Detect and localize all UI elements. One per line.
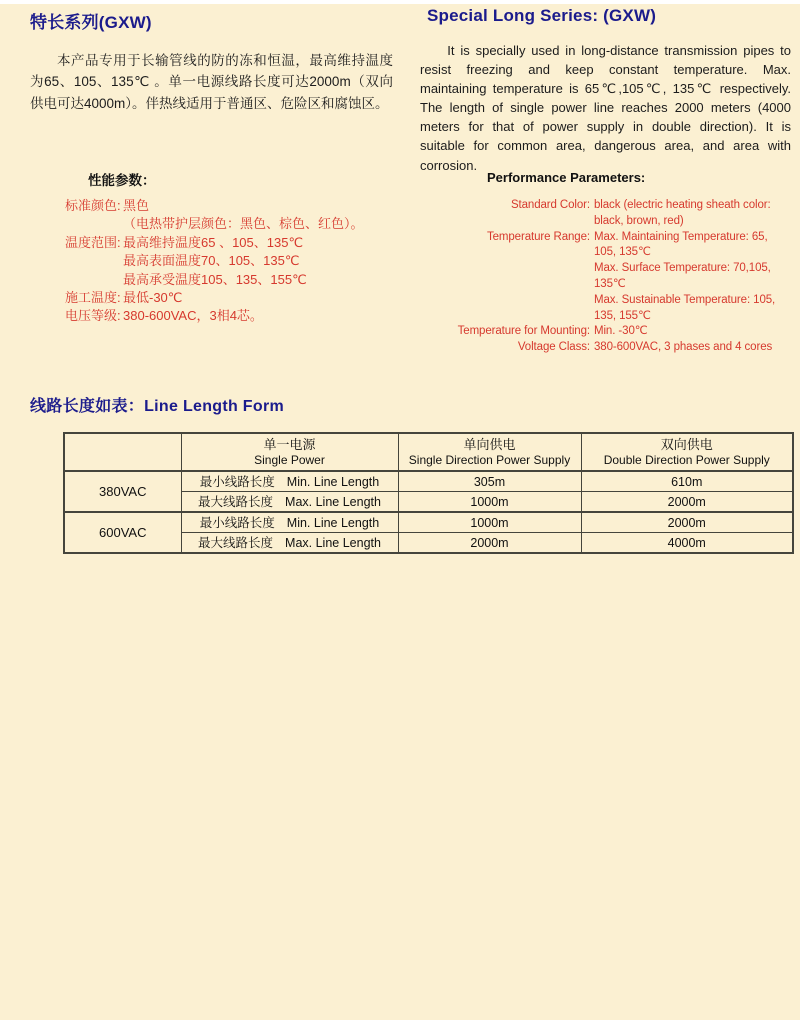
param-label: Standard Color: xyxy=(510,199,590,211)
row-label-cell xyxy=(181,533,398,554)
param-value-line: black, brown, red) xyxy=(594,214,684,227)
row-label-en: Min. Line Length xyxy=(286,516,380,530)
single-direction-value: 1000m xyxy=(398,492,581,513)
param-row xyxy=(65,289,405,307)
intro-paragraph-en: It is specially used in long-distance transmission pipes to resist freezing and keep constant temperature. Max. maintaining temperature is 65℃,105℃, 135℃ respectively. The length of single power line reaches 2000 meters (4000 meters for that of power supply in double direction). It is suitable for common area, dangerous area, and area with corrosion. xyxy=(420,43,791,173)
params-title-zh: 性能参数： xyxy=(88,173,156,188)
param-value-line: 135℃ xyxy=(594,277,626,290)
param-label: 标准颜色: xyxy=(65,198,121,213)
row-label-en: Max. Line Length xyxy=(285,536,381,550)
header-cell-single-direction xyxy=(398,433,581,471)
param-value-line: Max. Maintaining Temperature: 65, xyxy=(594,230,768,243)
header-cell-double-direction xyxy=(581,433,793,471)
params-title-en: Performance Parameters: xyxy=(487,170,646,185)
param-row xyxy=(65,197,405,234)
line-length-table xyxy=(63,432,794,554)
row-label-cell xyxy=(181,492,398,513)
params-list-zh xyxy=(65,197,405,326)
param-value-line: （电热带护层颜色：黑色、棕色、红色）。 xyxy=(123,216,364,232)
param-label: Temperature Range: xyxy=(486,230,590,243)
param-value-line: Min. -30℃ xyxy=(594,325,648,338)
header-zh: 单一电源 xyxy=(263,437,316,452)
param-value-line: 最高承受温度105、135、155℃ xyxy=(123,271,307,287)
double-direction-value: 2000m xyxy=(581,492,793,513)
single-direction-value: 305m xyxy=(398,471,581,492)
header-zh: 单向供电 xyxy=(463,437,516,452)
param-value-line: 最高表面温度70、105、135℃ xyxy=(123,253,300,269)
param-value-line: 135, 155℃ xyxy=(594,309,651,322)
section-title-en: Line Length Form xyxy=(144,398,285,415)
voltage-cell-380vac: 380VAC xyxy=(64,471,181,512)
header-en: Single Direction Power Supply xyxy=(408,453,571,467)
double-direction-value: 610m xyxy=(581,471,793,492)
row-label-en: Max. Line Length xyxy=(285,495,381,509)
double-direction-value: 4000m xyxy=(581,533,793,554)
table-row xyxy=(64,512,793,533)
header-en: Double Direction Power Supply xyxy=(603,453,770,467)
page-top-margin xyxy=(0,0,800,4)
param-value-line: 105, 135℃ xyxy=(594,246,651,259)
param-row xyxy=(420,230,792,325)
param-label: 施工温度: xyxy=(65,290,121,306)
param-value-line: 最低-30℃ xyxy=(123,290,183,306)
param-value-line: 380-600VAC，3相4芯。 xyxy=(123,308,263,324)
param-row xyxy=(65,307,405,325)
param-label: Temperature for Mounting: xyxy=(457,325,590,338)
row-label-en: Min. Line Length xyxy=(286,475,380,489)
header-cell-empty xyxy=(64,433,181,471)
param-value-line: 黑色 xyxy=(123,198,150,213)
params-list-en xyxy=(420,198,792,356)
series-title-en: Special Long Series: (GXW) xyxy=(427,6,657,25)
param-value-line: Max. Sustainable Temperature: 105, xyxy=(594,293,776,306)
row-label-zh: 最大线路长度 xyxy=(198,536,274,550)
param-label: 电压等级: xyxy=(65,308,121,324)
param-row xyxy=(420,324,792,340)
table-row xyxy=(64,471,793,492)
row-label-zh: 最大线路长度 xyxy=(198,495,274,509)
single-direction-value: 1000m xyxy=(398,512,581,533)
series-title-zh: 特长系列(GXW) xyxy=(30,13,152,32)
row-label-zh: 最小线路长度 xyxy=(199,516,275,530)
param-label: Voltage Class: xyxy=(517,341,590,354)
param-value-line: 最高维持温度65 、105、135℃ xyxy=(123,234,304,250)
param-value-line: black (electric heating sheath color: xyxy=(594,199,771,211)
voltage-cell-600vac: 600VAC xyxy=(64,512,181,553)
header-zh: 双向供电 xyxy=(660,437,713,452)
param-label: 温度范围: xyxy=(65,234,121,250)
section-title-zh: 线路长度如表： xyxy=(30,398,145,415)
row-label-cell xyxy=(181,512,398,533)
table-header-row xyxy=(64,433,793,471)
line-length-section-title xyxy=(30,393,284,416)
row-label-zh: 最小线路长度 xyxy=(199,475,275,489)
param-row xyxy=(420,340,792,356)
intro-paragraph-zh: 本产品专用于长输管线的防的冻和恒温，最高维持温度为65、105、135℃ 。单一电源线路长度可达2000m（双向供电可达4000m）。伴热线适用于普通区、危险区和腐蚀区。 xyxy=(30,53,393,111)
header-en: Single Power xyxy=(254,453,325,467)
header-cell-single-power xyxy=(181,433,398,471)
datasheet-page xyxy=(0,4,800,1020)
param-value-line: 380-600VAC, 3 phases and 4 cores xyxy=(594,341,773,354)
double-direction-value: 2000m xyxy=(581,512,793,533)
single-direction-value: 2000m xyxy=(398,533,581,554)
param-row xyxy=(65,234,405,289)
param-value-line: Max. Surface Temperature: 70,105, xyxy=(594,262,771,275)
row-label-cell xyxy=(181,471,398,492)
param-row xyxy=(420,198,792,230)
